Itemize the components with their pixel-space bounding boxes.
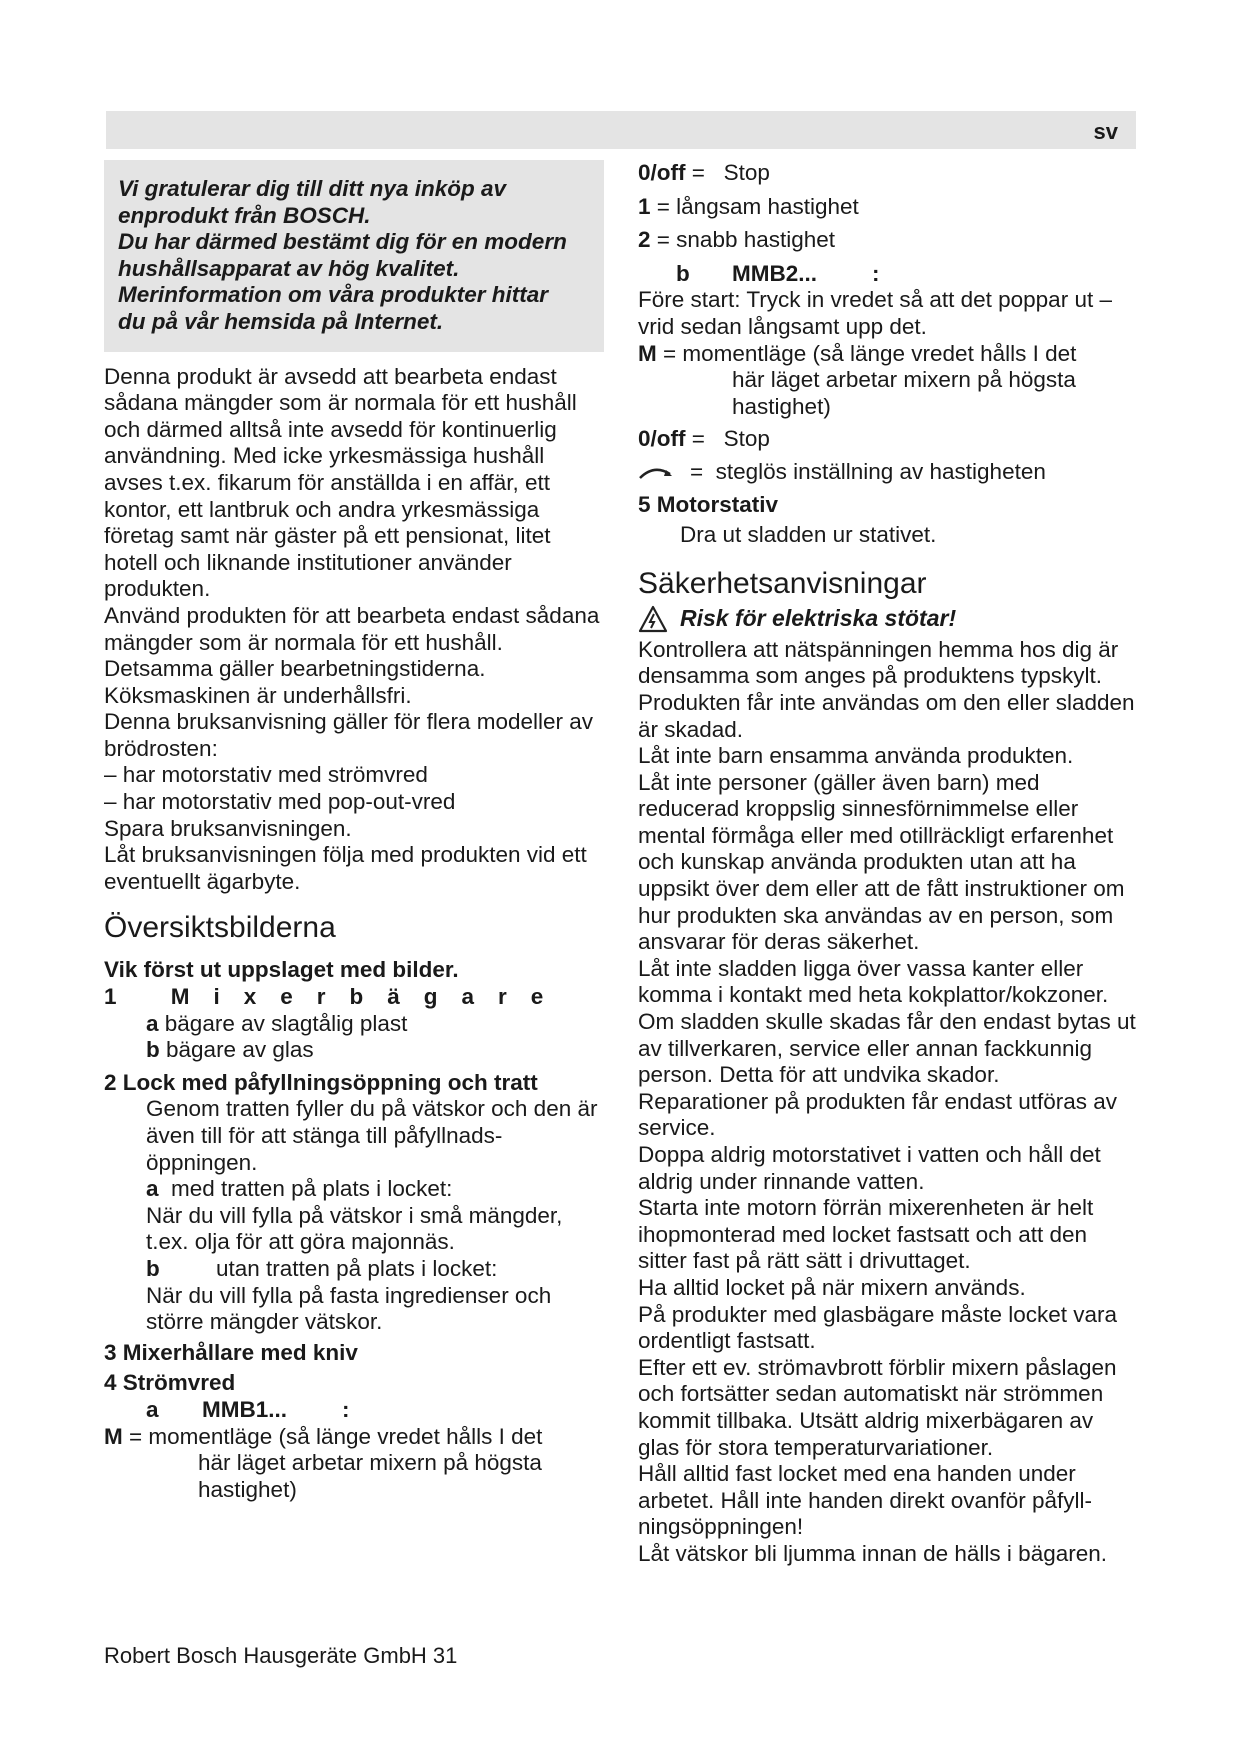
safety-paragraph: Håll alltid fast locket med ena handen under arbetet. Håll inte handen direkt ovanför påfyll-ningsöppningen! [638,1461,1093,1540]
model-name: MMB2... [732,260,818,286]
item-2-text: Genom tratten fyller du på vätskor och den är även till för att stänga till påfyllnads-öppningen. [146,1096,598,1175]
colon: : [872,260,880,286]
safety-paragraph: Kontrollera att nätspänningen hemma hos dig är densamma som anges på produktens typskylt. [638,636,1119,689]
item-4: 4 Strömvred [104,1370,236,1396]
safety-paragraph: Låt vätskor bli ljumma innan de hälls i bägaren. [638,1540,1108,1566]
safety-paragraph: Låt inte barn ensamma använda produkten. [638,743,1074,769]
off-text: = Stop [691,160,770,185]
off-row [638,160,1138,187]
safety-paragraph: Reparationer på produkten får endast utföras av service. [638,1088,1118,1141]
item-2b-text: När du vill fylla på fasta ingredienser och större mängder vätskor. [146,1282,552,1335]
section-heading: Översiktsbilderna [104,911,336,945]
footer: Robert Bosch Hausgeräte GmbH 31 [104,1643,458,1668]
item-2a-text: När du vill fylla på vätskor i små mängder, t.ex. olja för att göra majonnäs. [146,1202,563,1255]
paragraph: Detsamma gäller bearbetningstiderna. [104,656,486,682]
m-row [638,341,1138,368]
off-key: 0/off [638,160,686,185]
one-key: 1 [638,193,651,219]
intro-line: du på vår hemsida på Internet. [118,308,444,334]
item-text: med tratten på plats i locket: [171,1176,453,1202]
item-text: bägare av slagtålig plast [164,1010,408,1036]
two-text: = snabb hastighet [656,227,836,253]
item-key: b [146,1255,160,1281]
item-2a [104,1176,604,1203]
paragraph: Använd produkten för att bearbeta endast sådana mängder som är normala för ett hushåll. [104,602,600,655]
m-key: M [638,340,657,366]
arc-text: = steglös inställning av hastigheten [690,458,1046,484]
section-heading: Säkerhetsanvisningar [638,566,927,600]
item-text: bägare av glas [166,1037,314,1063]
safety-paragraph: Låt inte sladden ligga över vassa kanter eller komma i kontakt med heta kokplattor/kokzoner. [638,955,1109,1008]
right-column [638,160,1138,1568]
paragraph: Låt bruksanvisningen följa med produkten vid ett eventuellt ägarbyte. [104,842,587,894]
intro-line: Du har därmed bestämt dig för en modern [118,229,567,255]
safety-paragraph: Om sladden skulle skadas får den endast bytas ut av tillverkaren, service eller annan fackkunnig person. Detta för att undvika skador. [638,1009,1136,1088]
off-row [638,426,1138,453]
item-5-text: Dra ut sladden ur stativet. [680,522,937,548]
before-start: Före start: Tryck in vredet så att det poppar ut – vrid sedan långsamt upp det. [638,287,1112,339]
b-key: b [676,260,690,286]
item-text: utan tratten på plats i locket: [216,1255,498,1281]
m-text: = momentläge (så länge vredet hålls I det [129,1423,543,1449]
speed-arc-icon [638,462,680,482]
paragraph: Spara bruksanvisningen. [104,815,352,841]
item-key: b [146,1037,160,1063]
warning-triangle-icon [638,605,668,633]
subheading: Vik först ut uppslaget med bilder. [104,957,459,983]
safety-paragraph: Ha alltid locket på när mixern används. [638,1274,1026,1300]
off-text: = Stop [691,426,770,452]
item-4a [104,1397,604,1424]
m-row [104,1424,604,1451]
m-text-cont: här läget arbetar mixern på högsta hastighet) [732,367,1076,419]
safety-paragraph: Efter ett ev. strömavbrott förblir mixern påslagen och fortsätter sedan automatiskt när strömmen kommit tillbaka. Utsätt aldrig mixerbägaren av glas för stora temperaturvariationer. [638,1354,1117,1460]
item-3: 3 Mixerhållare med kniv [104,1339,358,1365]
m-text: = momentläge (så länge vredet hålls I det [663,340,1077,366]
safety-paragraph: Produkten får inte användas om den eller sladden är skadad. [638,689,1135,742]
item-1: 1 Mixerbägare [104,984,568,1010]
safety-paragraph: Doppa aldrig motorstativet i vatten och håll det aldrig under rinnande vatten. [638,1142,1101,1194]
intro-line: Merinformation om våra produkter hittar [118,282,549,308]
item-5: 5 Motorstativ [638,491,779,517]
m-key: M [104,1423,123,1449]
colon: : [342,1396,350,1422]
one-row [638,194,1138,221]
item-2b [104,1256,604,1283]
paragraph: Köksmaskinen är underhållsfri. [104,682,412,708]
intro-line: hushållsapparat av hög kvalitet. [118,255,460,281]
item-2: 2 Lock med påfyllningsöppning och tratt [104,1069,538,1095]
item-1b [104,1037,604,1064]
item-key: a [146,1396,159,1422]
variable-speed-row [638,459,1138,486]
warning-text: Risk för elektriska stötar! [680,605,957,632]
bullet: – har motorstativ med strömvred [104,762,428,788]
model-name: MMB1... [202,1396,288,1422]
safety-paragraph: På produkter med glasbägare måste locket vara ordentligt fastsatt. [638,1301,1118,1354]
item-key: a [146,1176,159,1202]
two-row [638,227,1138,254]
m-text-cont: här läget arbetar mixern på högsta hastighet) [198,1450,542,1502]
safety-paragraph: Låt inte personer (gäller även barn) med reducerad kroppslig sinnesförnimmelse eller mental förmåga eller med otillräckligt erfarenhet och kunskap använda produkten utan att ha uppsikt över dem eller att de fått instruktioner om hur produkten ska användas av en person, som ansvarar för deras säkerhet. [638,769,1125,955]
b-row [638,261,1138,288]
warning [638,605,1138,633]
paragraph: Denna produkt är avsedd att bearbeta endast sådana mängder som är normala för ett hushåll och därmed alltså inte avsedd för kontinuerlig användning. Med icke yrkesmässiga hushåll avses t.ex. fikarum för anställda i en affär, ett kontor, ett lantbruk och andra yrkesmässiga företag samt när gäster på ett pensionat, litet hotell och liknande institutioner använder produkten. [104,363,577,602]
one-text: = långsam hastighet [656,193,859,219]
intro-line: enprodukt från BOSCH. [118,202,371,228]
safety-paragraph: Starta inte motorn förrän mixerenheten är helt ihopmonterad med locket fastsatt och att den sitter fast på rätt sätt i drivuttaget. [638,1195,1094,1274]
left-column [104,160,604,1503]
two-key: 2 [638,227,651,253]
item-1a [104,1011,604,1038]
item-key: a [146,1010,159,1036]
header-bar [106,111,1136,149]
bullet: – har motorstativ med pop-out-vred [104,789,456,815]
paragraph: Denna bruksanvisning gäller för flera modeller av brödrosten: [104,709,594,761]
intro-box [104,160,604,352]
off-key: 0/off [638,426,686,452]
language-code: sv [1093,119,1118,144]
intro-line: Vi gratulerar dig till ditt nya inköp av [118,176,506,201]
